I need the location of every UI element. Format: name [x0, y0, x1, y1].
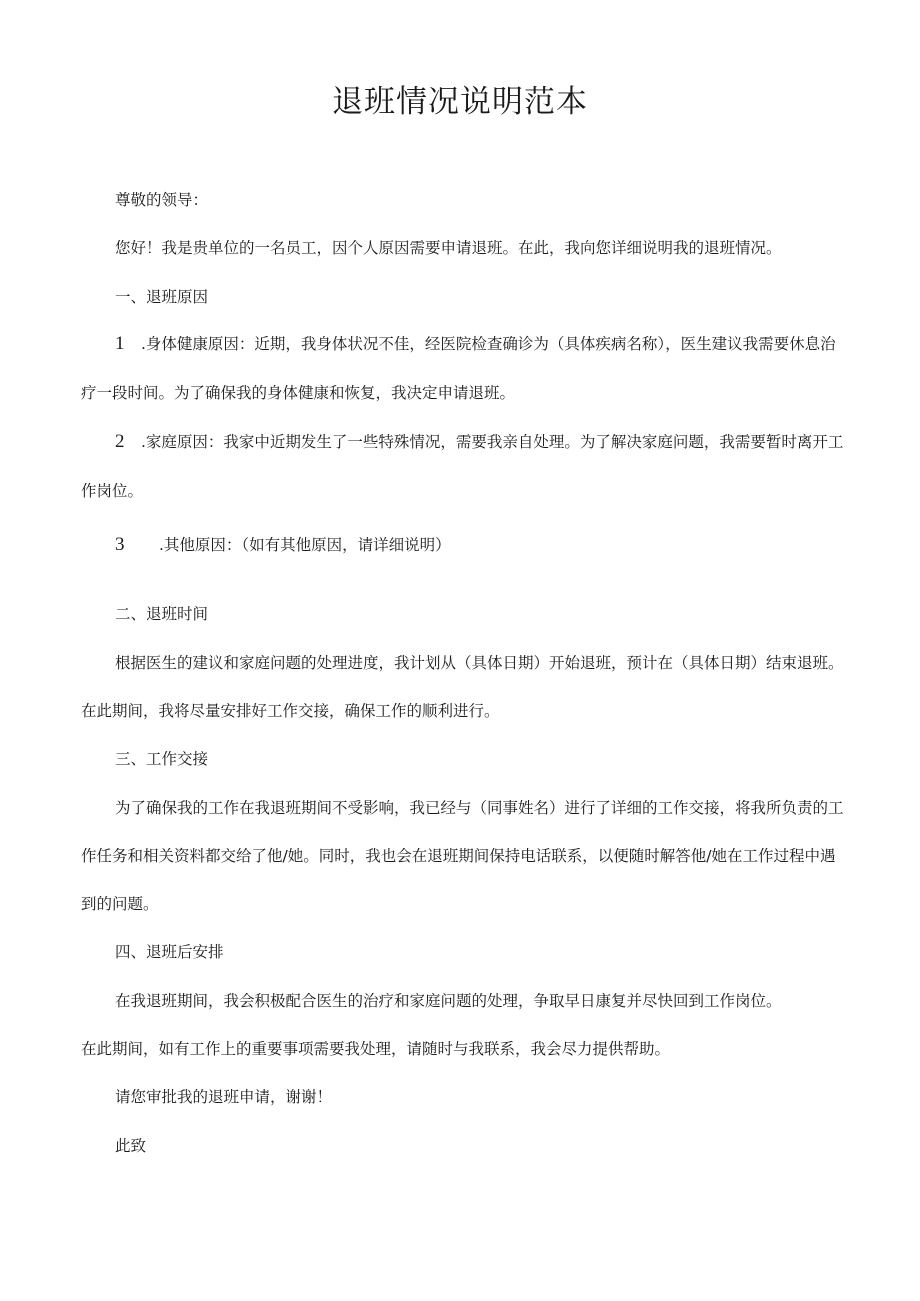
reason-item-2	[115, 432, 843, 452]
reason-item-1-number: 1	[115, 333, 125, 354]
intro-paragraph: 您好！我是贵单位的一名员工，因个人原因需要申请退班。在此，我向您详细说明我的退班情况。	[115, 239, 782, 257]
salutation: 尊敬的领导：	[115, 191, 209, 209]
reason-item-1-text: .身体健康原因：近期，我身体状况不佳，经医院检查确诊为（具体疾病名称），医生建议我需要休息治	[141, 335, 836, 353]
arrangement-paragraph-continuation: 在此期间，如有工作上的重要事项需要我处理，请随时与我联系，我会尽力提供帮助。	[81, 1040, 671, 1058]
section-heading-reasons: 一、退班原因	[115, 288, 209, 306]
section-heading-handover: 三、工作交接	[115, 750, 209, 768]
closing-request: 请您审批我的退班申请，谢谢！	[115, 1088, 333, 1106]
time-paragraph-continuation: 在此期间，我将尽量安排好工作交接，确保工作的顺利进行。	[81, 702, 500, 720]
reason-item-3-number: 3	[115, 534, 125, 555]
section-heading-arrangement: 四、退班后安排	[115, 943, 224, 961]
time-paragraph: 根据医生的建议和家庭问题的处理进度，我计划从（具体日期）开始退班，预计在（具体日期）结束退班。	[115, 654, 844, 672]
sign-off: 此致	[115, 1137, 147, 1155]
reason-item-2-continuation: 作岗位。	[81, 482, 144, 500]
reason-item-1	[115, 334, 836, 354]
reason-item-3-text: .其他原因：（如有其他原因，请详细说明）	[159, 536, 451, 554]
reason-item-1-continuation: 疗一段时间。为了确保我的身体健康和恢复，我决定申请退班。	[81, 384, 516, 402]
handover-paragraph-line-3: 到的问题。	[81, 895, 159, 913]
arrangement-paragraph: 在我退班期间，我会积极配合医生的治疗和家庭问题的处理，争取早日康复并尽快回到工作岗位。	[115, 992, 782, 1010]
reason-item-2-text: .家庭原因：我家中近期发生了一些特殊情况，需要我亲自处理。为了解决家庭问题，我需要暂时离开工	[141, 433, 844, 451]
document-title: 退班情况说明范本	[332, 84, 588, 120]
handover-paragraph: 为了确保我的工作在我退班期间不受影响，我已经与（同事姓名）进行了详细的工作交接，将我所负责的工	[115, 799, 844, 817]
reason-item-2-number: 2	[115, 431, 125, 452]
section-heading-time: 二、退班时间	[115, 605, 209, 623]
reason-item-3	[115, 535, 451, 555]
handover-paragraph-line-2: 作任务和相关资料都交给了他/她。同时，我也会在退班期间保持电话联系，以便随时解答他/她在工作过程中遇	[81, 847, 836, 865]
